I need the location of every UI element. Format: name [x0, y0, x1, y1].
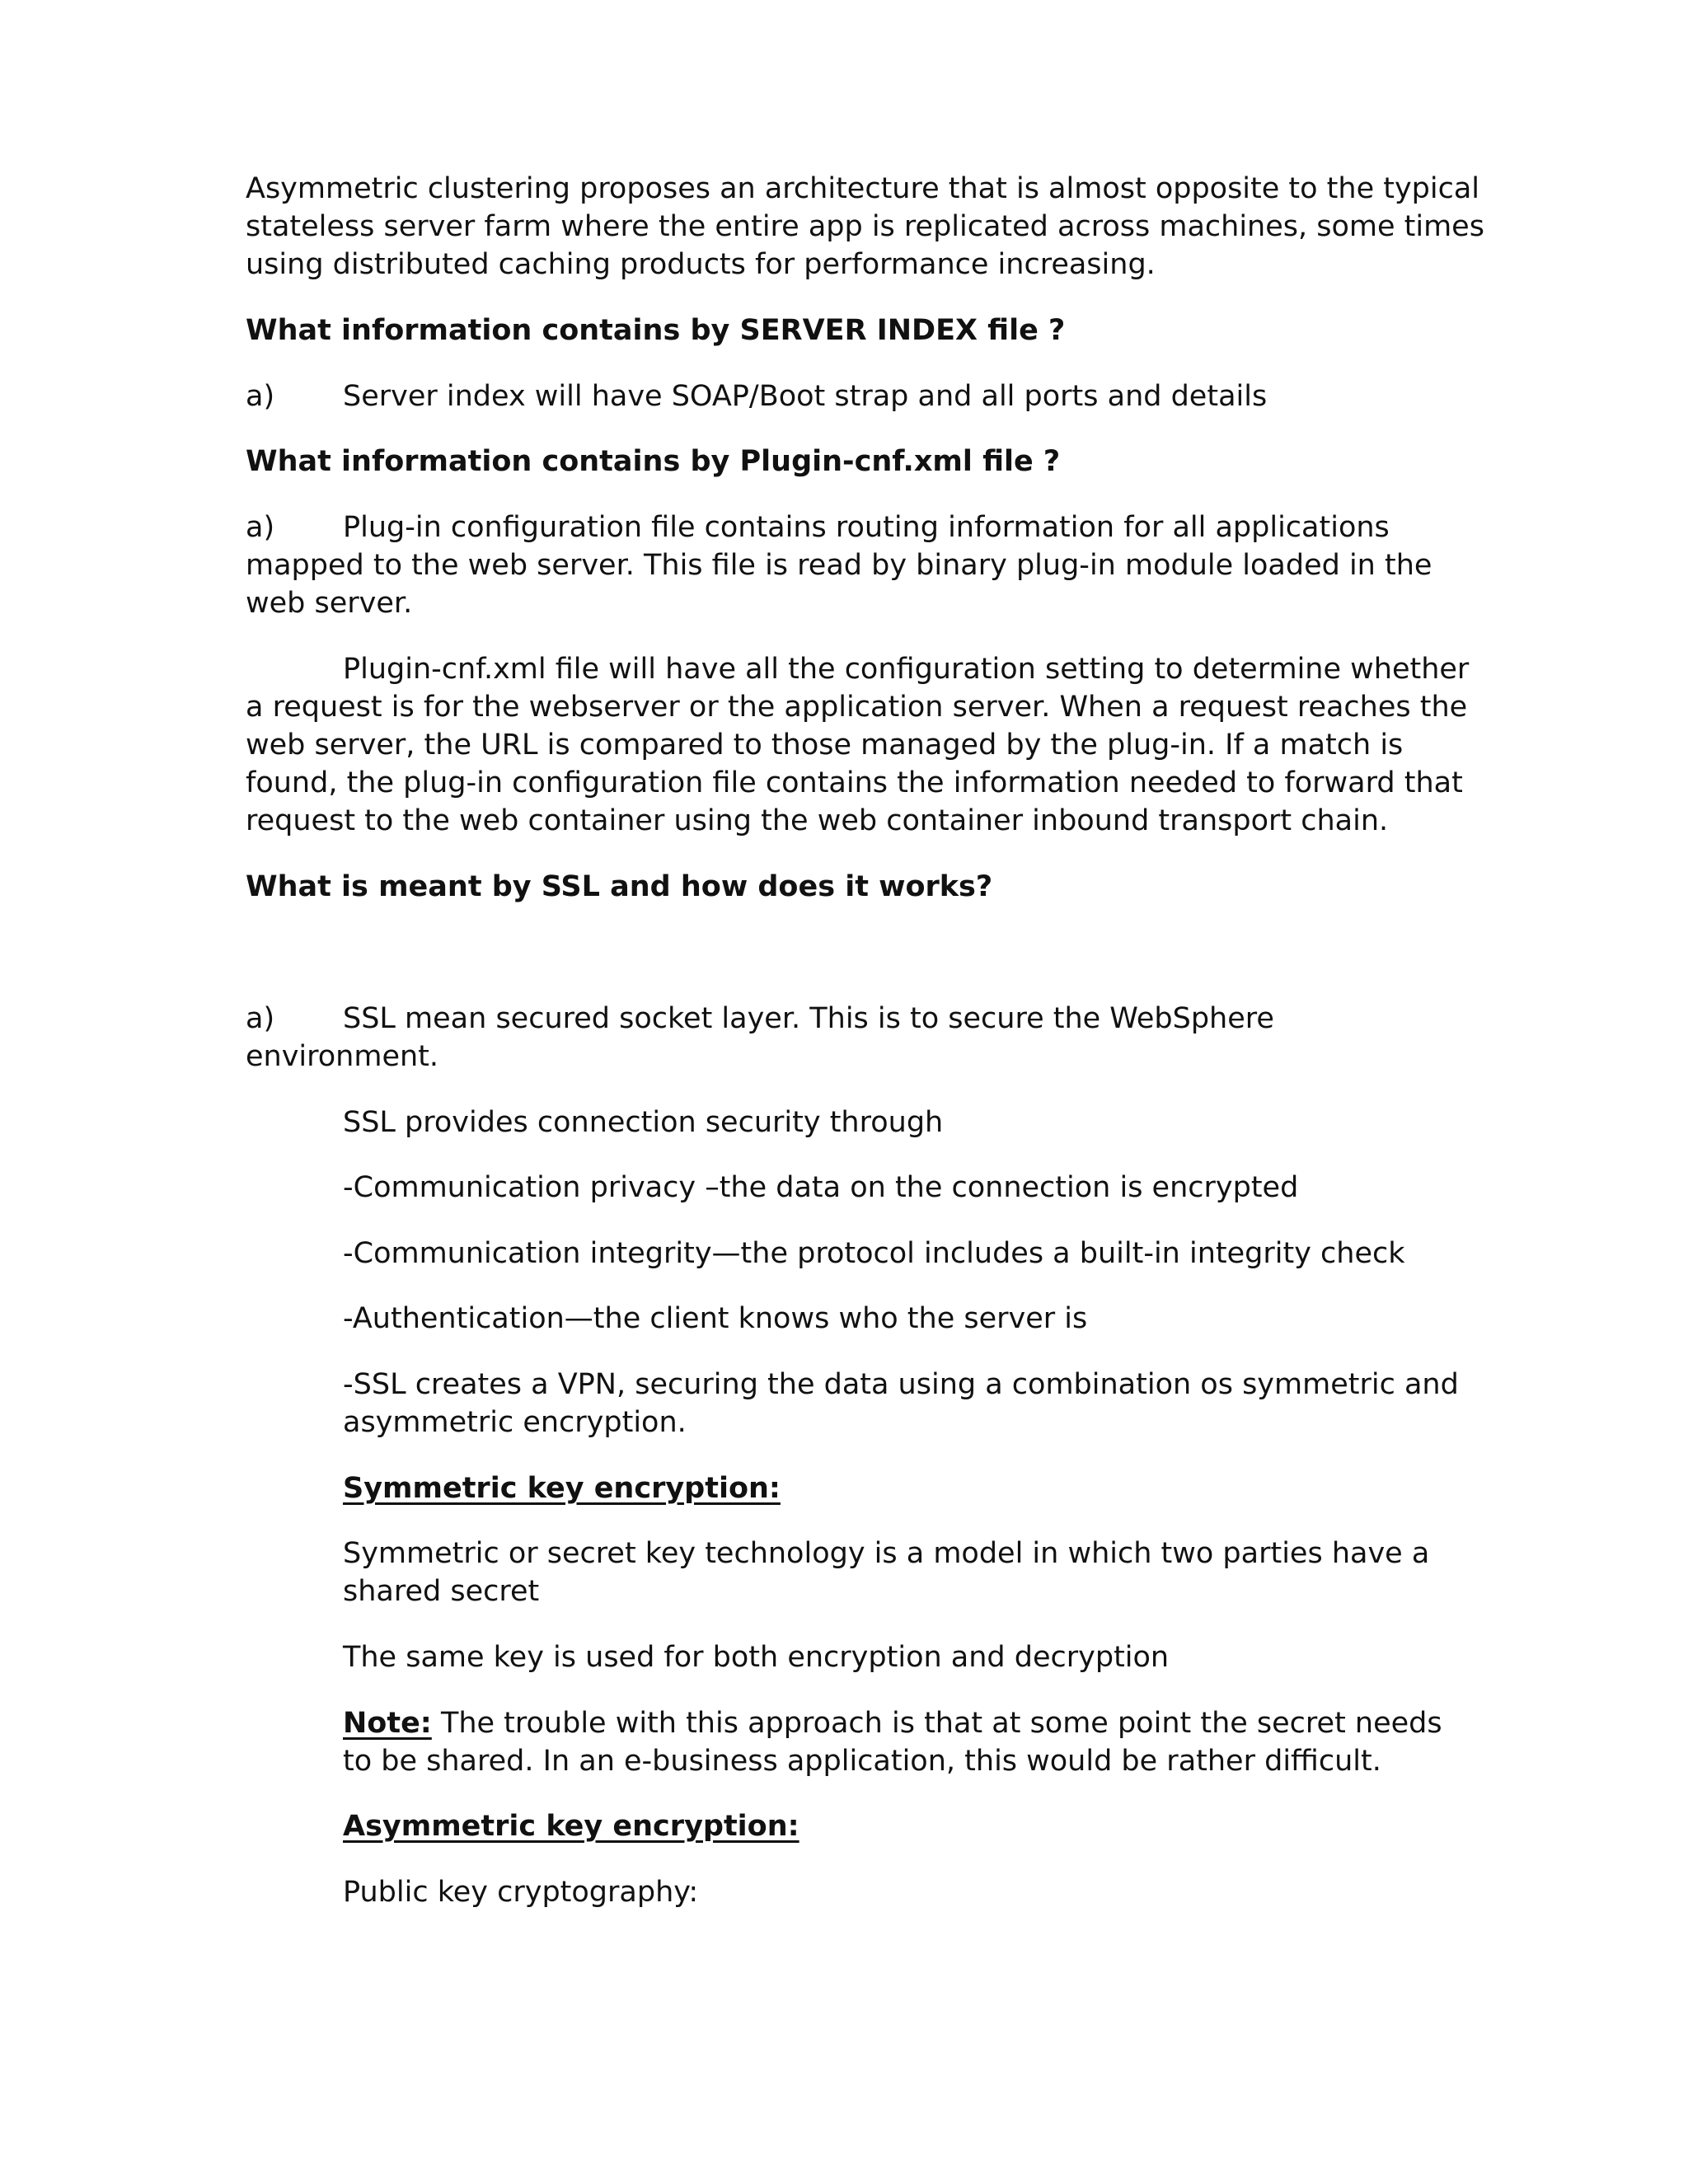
intro-line: using distributed caching products for performance increasing. [246, 248, 1156, 281]
answer-text: SSL mean secured socket layer. This is to secure the WebSphere [343, 1002, 1274, 1035]
note-label: Note: [343, 1707, 432, 1740]
paragraph-line: shared secret [343, 1575, 540, 1608]
paragraph-line: The same key is used for both encryption and decryption [343, 1641, 1170, 1674]
question-heading: What is meant by SSL and how does it works? [246, 870, 993, 903]
answer-text: Server index will have SOAP/Boot strap and all ports and details [343, 380, 1268, 413]
paragraph-line: Symmetric or secret key technology is a model in which two parties have a [343, 1537, 1430, 1570]
list-item: -Authentication—the client knows who the server is [343, 1302, 1088, 1335]
answer-text: environment. [246, 1040, 439, 1073]
question-heading: What information contains by Plugin-cnf.xml file ? [246, 445, 1061, 478]
paragraph-line: found, the plug-in configuration file contains the information needed to forward that [246, 766, 1463, 799]
answer-text: Plug-in configuration file contains routing information for all applications [343, 511, 1390, 544]
paragraph-line: Public key cryptography: [343, 1876, 699, 1909]
note-text: to be shared. In an e-business application, this would be rather difficult. [343, 1745, 1381, 1778]
list-item: -Communication integrity—the protocol includes a built-in integrity check [343, 1237, 1405, 1270]
section-heading: Symmetric key encryption: [343, 1472, 781, 1505]
question-heading: What information contains by SERVER INDEX file ? [246, 314, 1066, 347]
intro-line: Asymmetric clustering proposes an architecture that is almost opposite to the typical [246, 172, 1480, 205]
note-line [343, 1704, 1442, 1742]
paragraph-line: SSL provides connection security through [343, 1106, 944, 1139]
note-text: The trouble with this approach is that at some point the secret needs [431, 1707, 1442, 1740]
paragraph-line: request to the web container using the web container inbound transport chain. [246, 804, 1389, 837]
answer-text: web server. [246, 587, 413, 620]
list-item: -SSL creates a VPN, securing the data using a combination os symmetric and [343, 1368, 1459, 1401]
list-item: asymmetric encryption. [343, 1406, 687, 1439]
paragraph-line: Plugin-cnf.xml file will have all the configuration setting to determine whether [343, 653, 1470, 686]
paragraph-line: a request is for the webserver or the application server. When a request reaches the [246, 691, 1468, 724]
answer-marker: a) [246, 1002, 275, 1035]
answer-text: mapped to the web server. This file is read by binary plug-in module loaded in the [246, 549, 1432, 582]
section-heading: Asymmetric key encryption: [343, 1810, 799, 1843]
intro-line: stateless server farm where the entire app is replicated across machines, some times [246, 210, 1484, 243]
answer-marker: a) [246, 380, 275, 413]
answer-marker: a) [246, 511, 275, 544]
paragraph-line: web server, the URL is compared to those managed by the plug-in. If a match is [246, 729, 1404, 762]
list-item: -Communication privacy –the data on the connection is encrypted [343, 1171, 1299, 1204]
